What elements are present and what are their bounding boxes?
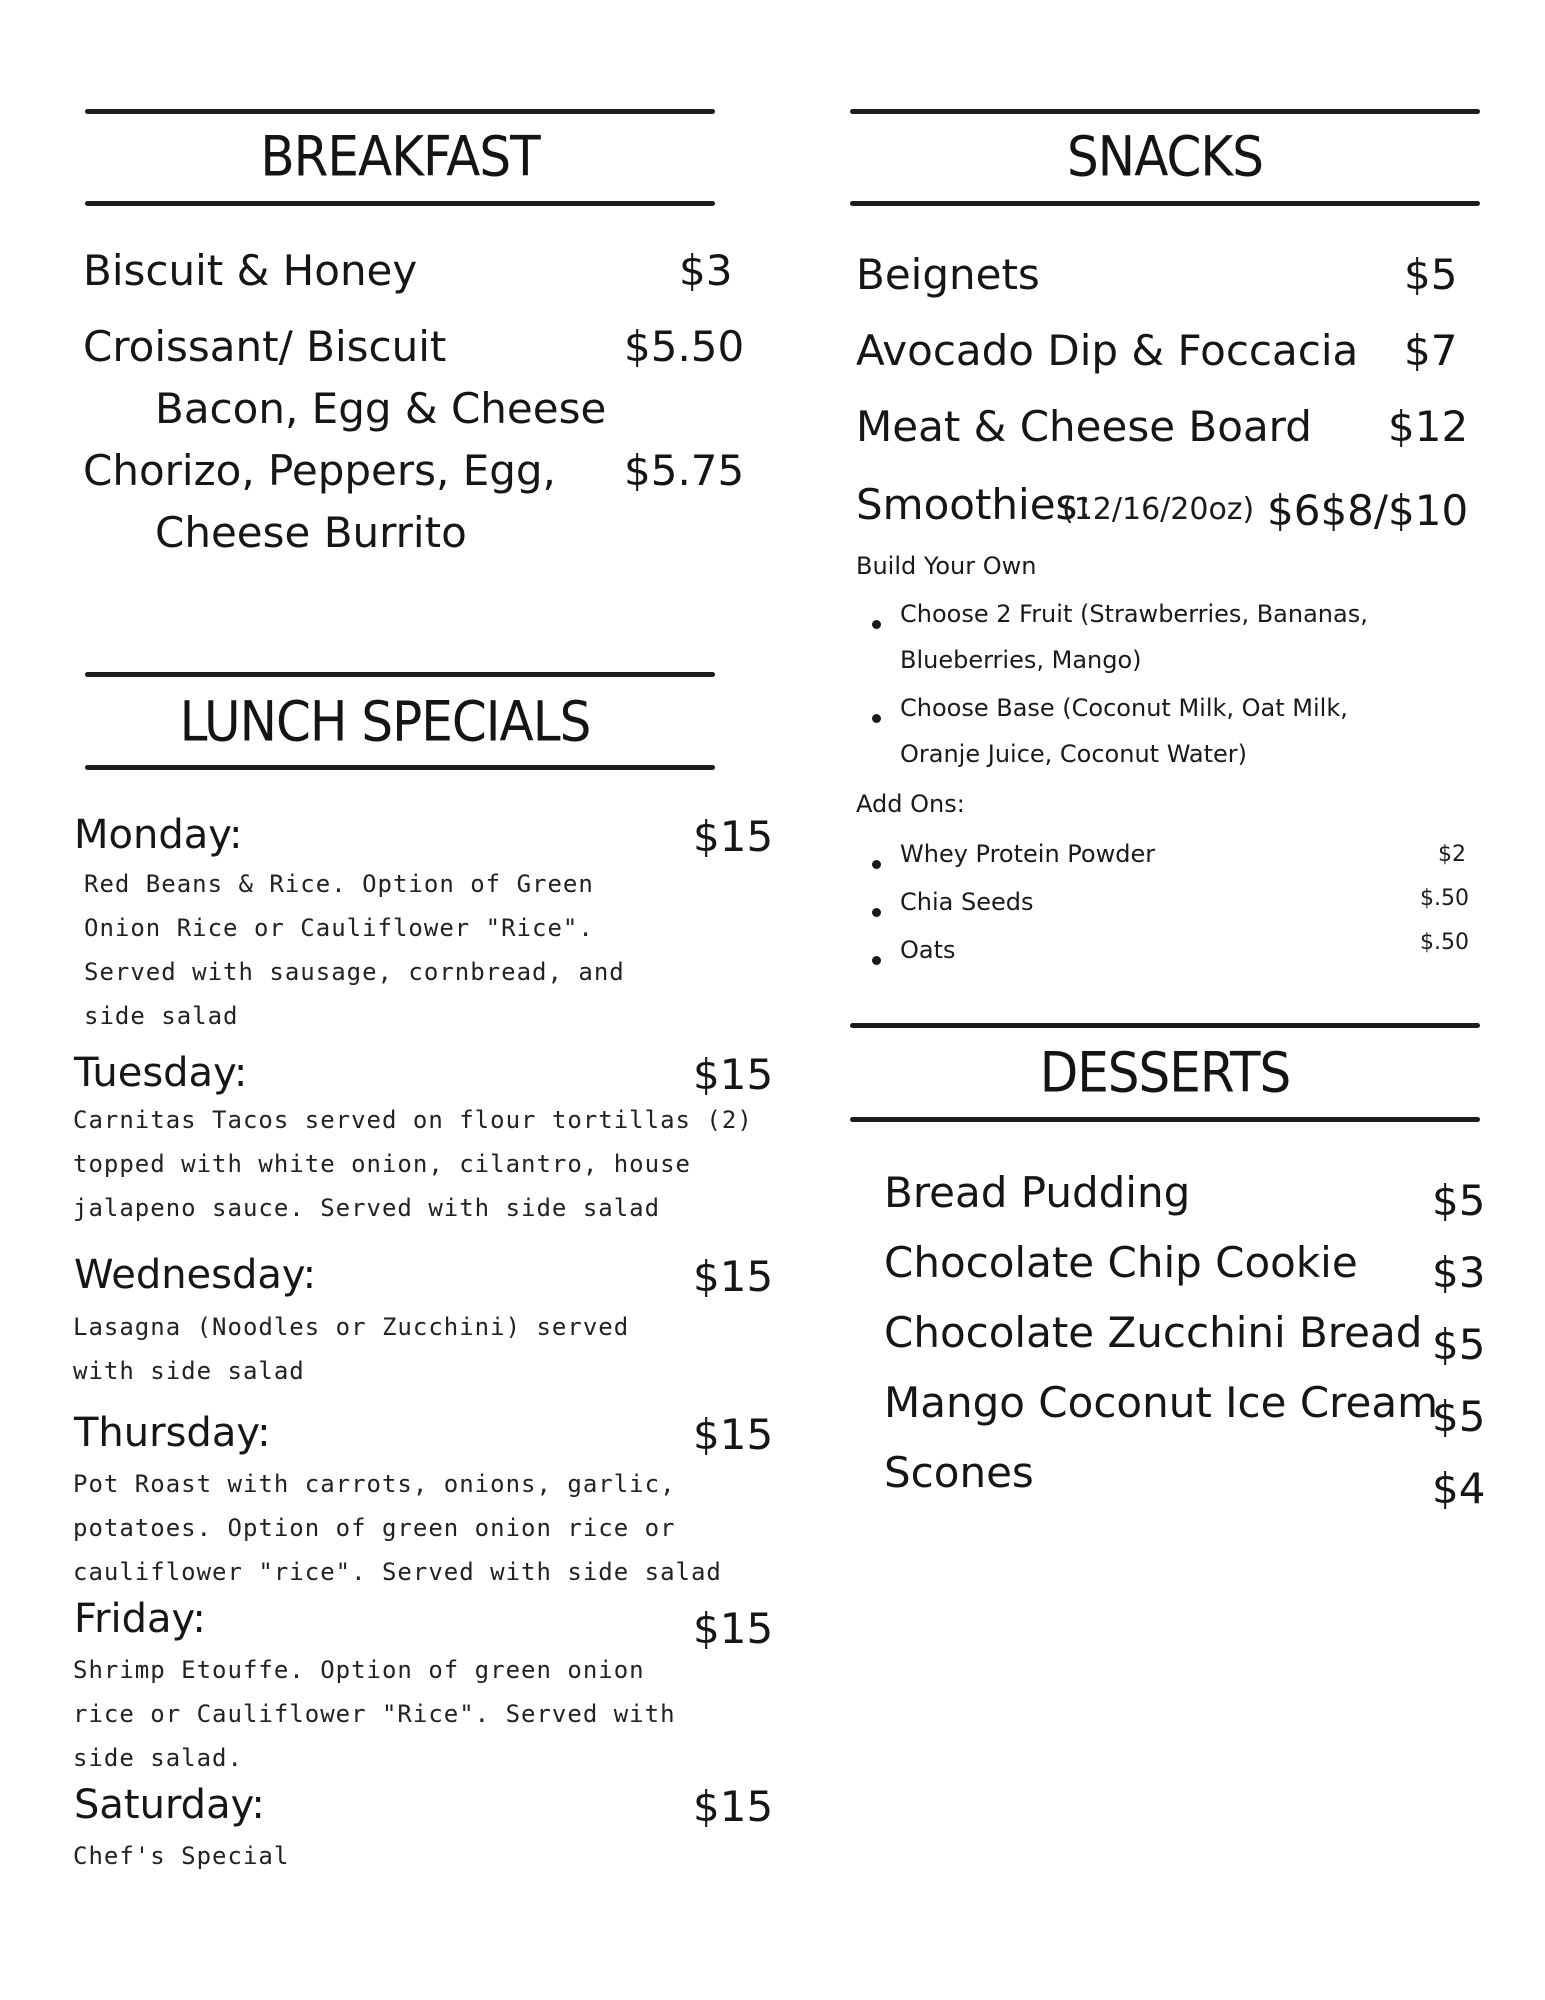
lunch-day: Wednesday: [74, 1252, 317, 1298]
lunch-desc-line: topped with white onion, cilantro, house [73, 1150, 691, 1178]
lunch-day: Saturday: [74, 1782, 265, 1828]
build-item-line: Oranje Juice, Coconut Water) [900, 740, 1248, 768]
lunch-price: $15 [693, 1410, 774, 1459]
lunch-desc-line: Carnitas Tacos served on flour tortillas (2) [73, 1106, 753, 1134]
build-item-line: Choose Base (Coconut Milk, Oat Milk, [900, 694, 1348, 722]
lunch-price: $15 [693, 1604, 774, 1653]
lunch-desc-line: side salad [84, 1002, 239, 1030]
add-ons-label: Add Ons: [856, 790, 965, 818]
lunch-price: $15 [693, 1252, 774, 1301]
smoothies-price: $6$8/$10 [1267, 486, 1469, 535]
lunch-desc-line: jalapeno sauce. Served with side salad [73, 1194, 661, 1222]
breakfast-item-sub: Bacon, Egg & Cheese [155, 384, 607, 433]
lunch-top-rule [85, 672, 715, 677]
desserts-top-rule [850, 1023, 1480, 1028]
addon-name: Chia Seeds [900, 888, 1034, 916]
lunch-desc-line: rice or Cauliflower "Rice". Served with [73, 1700, 676, 1728]
lunch-desc-line: Red Beans & Rice. Option of Green [84, 870, 594, 898]
lunch-desc-line: Onion Rice or Cauliflower "Rice". [84, 914, 594, 942]
lunch-desc-line: Served with sausage, cornbread, and [84, 958, 625, 986]
lunch-day: Friday: [74, 1596, 206, 1642]
snacks-top-rule [850, 109, 1480, 114]
lunch-desc-line: Chef's Special [73, 1842, 290, 1870]
build-item-line: Choose 2 Fruit (Strawberries, Bananas, [900, 600, 1368, 628]
dessert-item-price: $5 [1432, 1392, 1486, 1441]
build-your-own-label: Build Your Own [856, 552, 1037, 580]
smoothies-sizes: (12/16/20oz) [1062, 492, 1255, 527]
lunch-desc-line: potatoes. Option of green onion rice or [73, 1514, 676, 1542]
left-column [0, 0, 772, 2000]
addon-price: $.50 [1420, 886, 1469, 911]
snacks-bottom-rule [850, 201, 1480, 206]
lunch-day: Thursday: [74, 1410, 271, 1456]
addon-name: Oats [900, 936, 956, 964]
snacks-heading: SNACKS [1067, 125, 1263, 189]
bullet-icon [872, 860, 881, 869]
bullet-icon [872, 908, 881, 917]
addon-price: $2 [1438, 842, 1466, 867]
addon-name: Whey Protein Powder [900, 840, 1156, 868]
dessert-item-price: $4 [1432, 1464, 1486, 1513]
lunch-desc-line: cauliflower "rice". Served with side salad [73, 1558, 722, 1586]
breakfast-item-price: $3 [679, 246, 733, 295]
breakfast-heading: BREAKFAST [260, 125, 540, 189]
desserts-heading: DESSERTS [1039, 1041, 1291, 1105]
snack-item-name: Beignets [856, 250, 1040, 299]
dessert-item-name: Chocolate Chip Cookie [884, 1238, 1358, 1287]
bullet-icon [872, 620, 881, 629]
lunch-price: $15 [693, 1050, 774, 1099]
breakfast-item-name: Biscuit & Honey [83, 246, 418, 295]
dessert-item-name: Bread Pudding [884, 1168, 1191, 1217]
bullet-icon [872, 956, 881, 965]
snack-item-price: $12 [1388, 402, 1469, 451]
breakfast-item-name: Croissant/ Biscuit [83, 322, 447, 371]
lunch-desc-line: Lasagna (Noodles or Zucchini) served [73, 1313, 630, 1341]
lunch-day: Tuesday: [74, 1050, 248, 1096]
snack-item-name: Avocado Dip & Foccacia [856, 326, 1359, 375]
smoothies-name: Smoothies: [856, 480, 1092, 529]
dessert-item-price: $5 [1432, 1320, 1486, 1369]
desserts-bottom-rule [850, 1117, 1480, 1122]
right-column [772, 0, 1545, 2000]
dessert-item-name: Chocolate Zucchini Bread [884, 1308, 1423, 1357]
breakfast-top-rule [85, 109, 715, 114]
lunch-bottom-rule [85, 765, 715, 770]
lunch-price: $15 [693, 812, 774, 861]
breakfast-item-sub: Cheese Burrito [155, 508, 467, 557]
lunch-desc-line: Shrimp Etouffe. Option of green onion [73, 1656, 645, 1684]
breakfast-item-name: Chorizo, Peppers, Egg, [83, 446, 556, 495]
lunch-heading: LUNCH SPECIALS [179, 690, 591, 754]
snack-item-name: Meat & Cheese Board [856, 402, 1312, 451]
dessert-item-name: Scones [884, 1448, 1034, 1497]
build-item-line: Blueberries, Mango) [900, 646, 1142, 674]
addon-price: $.50 [1420, 930, 1469, 955]
lunch-price: $15 [693, 1782, 774, 1831]
lunch-desc-line: with side salad [73, 1357, 305, 1385]
snack-item-price: $5 [1404, 250, 1458, 299]
lunch-desc-line: side salad. [73, 1744, 243, 1772]
dessert-item-price: $3 [1432, 1248, 1486, 1297]
bullet-icon [872, 714, 881, 723]
snack-item-price: $7 [1404, 326, 1458, 375]
lunch-day: Monday: [74, 812, 243, 858]
breakfast-item-price: $5.75 [624, 446, 745, 495]
lunch-desc-line: Pot Roast with carrots, onions, garlic, [73, 1470, 676, 1498]
breakfast-item-price: $5.50 [624, 322, 745, 371]
breakfast-bottom-rule [85, 201, 715, 206]
dessert-item-price: $5 [1432, 1176, 1486, 1225]
dessert-item-name: Mango Coconut Ice Cream [884, 1378, 1438, 1427]
